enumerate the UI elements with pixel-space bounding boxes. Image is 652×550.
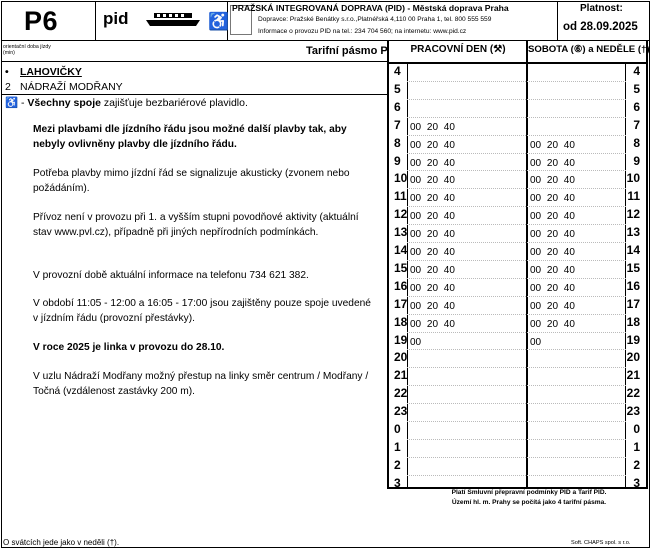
column-header-divider — [1, 61, 388, 62]
hour-label: 6 — [394, 99, 401, 114]
hour-label: 2 — [633, 457, 640, 472]
weekend-minutes: 00 20 40 — [530, 157, 575, 169]
row-divider — [407, 457, 626, 458]
accessibility-bold: Všechny spoje — [27, 97, 101, 109]
hour-label: 20 — [394, 350, 408, 365]
column-header-divider — [388, 62, 648, 64]
hour-label: 22 — [626, 386, 640, 401]
hour-label: 4 — [633, 64, 640, 78]
hour-label: 17 — [626, 296, 640, 311]
hour-label: 9 — [633, 153, 640, 168]
hour-label: 21 — [394, 368, 408, 383]
weekend-minutes: 00 20 40 — [530, 318, 575, 330]
operator-info: Dopravce: Pražské Benátky s.r.o.,Platnéřská 4,110 00 Praha 1, tel. 800 555 559 — [258, 16, 492, 23]
hour-label: 6 — [633, 99, 640, 114]
weekend-header: SOBOTA (⑥) a NEDĚLE (†) — [528, 44, 650, 55]
validity-date: od 28.09.2025 — [563, 21, 638, 33]
stop-bullet: 2 — [5, 81, 11, 93]
timetable-border-left — [387, 41, 389, 489]
row-divider — [407, 278, 626, 279]
weekday-minutes: 00 20 40 — [410, 282, 455, 294]
weekday-minutes: 00 20 40 — [410, 139, 455, 151]
stop-divider — [1, 94, 388, 95]
hour-label: 8 — [633, 135, 640, 150]
hour-label: 5 — [394, 81, 401, 96]
hour-label: 14 — [394, 243, 408, 257]
row-divider — [407, 188, 626, 189]
note-flood: Přívoz není v provozu při 1. a vyšším stupni povodňové aktivity (aktuální stav www.pvl.cz), případně při jiných nepřírodních podmínkách. — [33, 212, 359, 238]
hour-label: 18 — [394, 314, 408, 329]
hour-label: 2 — [394, 457, 401, 472]
wheelchair-icon: ♿ — [208, 12, 230, 31]
row-divider — [407, 403, 626, 404]
contact-info: Informace o provozu PID na tel.: 234 704 560; na internetu: www.pid.cz — [258, 28, 467, 35]
row-divider — [407, 367, 626, 368]
hour-label: 8 — [394, 135, 401, 150]
hour-label: 13 — [626, 225, 640, 240]
hour-label: 16 — [394, 278, 408, 293]
hour-label: 0 — [633, 422, 640, 436]
row-divider — [407, 296, 626, 297]
row-divider — [407, 475, 626, 476]
weekend-minutes: 00 20 40 — [530, 211, 575, 223]
hour-label: 23 — [394, 404, 408, 419]
row-divider — [407, 421, 626, 422]
hour-label: 12 — [626, 207, 640, 222]
hour-label: 22 — [394, 386, 408, 401]
weekday-minutes: 00 20 40 — [410, 300, 455, 312]
row-divider — [407, 260, 626, 261]
weekday-header: PRACOVNÍ DEN (⚒) — [410, 44, 506, 55]
weekday-minutes: 00 20 40 — [410, 264, 455, 276]
note-phone: V provozní době aktuální informace na telefonu 734 621 382. — [33, 270, 309, 281]
hour-label: 11 — [627, 189, 640, 204]
stop-name: NÁDRAŽÍ MODŘANY — [20, 81, 123, 93]
hour-label: 21 — [626, 368, 640, 383]
hour-label: 15 — [394, 260, 408, 275]
weekday-minutes: 00 20 40 — [410, 175, 455, 187]
hour-label: 11 — [394, 189, 407, 204]
row-divider — [407, 170, 626, 171]
header-separator — [95, 1, 96, 40]
accessibility-note — [5, 96, 248, 109]
weekend-minutes: 00 20 40 — [530, 229, 575, 241]
hour-label: 16 — [626, 278, 640, 293]
weekend-minutes: 00 20 40 — [530, 175, 575, 187]
row-divider — [407, 385, 626, 386]
hour-label: 3 — [633, 475, 640, 490]
note-transfer: V uzlu Nádraží Modřany možný přestup na linky směr centrum / Modřany / Točná (vzdálenost zastávky 200 m). — [33, 371, 369, 397]
weekend-minutes: 00 20 40 — [530, 282, 575, 294]
hour-label: 7 — [394, 117, 401, 132]
hour-label: 15 — [626, 260, 640, 275]
timetable-border-right — [646, 41, 648, 489]
hour-label: 10 — [394, 171, 408, 186]
header-divider — [1, 40, 650, 41]
hour-label: 18 — [626, 314, 640, 329]
weekday-minutes: 00 20 40 — [410, 193, 455, 205]
row-divider — [407, 153, 626, 154]
weekday-minutes: 00 20 40 — [410, 157, 455, 169]
weekend-minutes: 00 20 40 — [530, 300, 575, 312]
weekday-minutes: 00 20 40 — [410, 229, 455, 241]
hour-label: 3 — [394, 475, 401, 490]
note-breaks: V období 11:05 - 12:00 a 16:05 - 17:00 jsou zajištěny pouze spoje uvedené v jízdním řádu (provozní přestávky). — [33, 298, 371, 324]
stop-nadrazi-modrany — [5, 81, 123, 93]
note-extra-sailings: Mezi plavbami dle jízdního řádu jsou možné další plavby tak, aby nebyly ovlivněny plavby dle jízdního řádu. — [33, 124, 347, 150]
stop-name: LAHOVIČKY — [20, 66, 82, 78]
hour-label: 23 — [626, 404, 640, 419]
weekday-minutes: 00 — [410, 336, 422, 348]
weekday-minutes: 00 20 40 — [410, 121, 455, 133]
header-separator — [557, 1, 558, 40]
hour-label: 19 — [626, 332, 640, 347]
hour-column-divider — [407, 63, 408, 489]
zones-note: Území hl. m. Prahy se počítá jako 4 tarifní pásma. — [451, 499, 607, 506]
weekend-minutes: 00 20 40 — [530, 247, 575, 258]
row-divider — [407, 99, 626, 100]
hour-label: 1 — [633, 439, 640, 454]
line-code: P6 — [24, 6, 59, 36]
hour-label: 7 — [633, 117, 640, 132]
row-divider — [407, 349, 626, 350]
row-divider — [407, 242, 626, 243]
org-title: PRAŽSKÁ INTEGROVANÁ DOPRAVA (PID) - Městská doprava Praha — [232, 3, 509, 13]
accessibility-text: zajišťuje bezbariérové plavidlo. — [103, 97, 248, 109]
weekend-minutes: 00 — [530, 336, 542, 348]
hour-label: 12 — [394, 207, 408, 222]
hour-label: 13 — [394, 225, 408, 240]
note-season: V roce 2025 je linka v provozu do 28.10. — [33, 342, 225, 353]
weekend-minutes: 00 20 40 — [530, 264, 575, 276]
conditions-note: Platí Smluvní přepravní podmínky PID a Tarif PID. — [451, 489, 607, 496]
stop-lahovicky — [5, 66, 82, 78]
pid-logo: pid — [103, 9, 129, 28]
hour-label: 0 — [394, 422, 401, 436]
weekday-minutes: 00 20 40 — [410, 247, 455, 258]
hour-label: 4 — [394, 64, 401, 78]
stop-bullet: • — [5, 66, 9, 78]
hour-label: 17 — [394, 296, 408, 311]
row-divider — [407, 81, 626, 82]
orientation-note: orientační doba jízdy (min) — [3, 44, 51, 56]
row-divider — [407, 117, 626, 118]
row-divider — [407, 439, 626, 440]
hour-label: 5 — [633, 81, 640, 96]
hour-label: 20 — [626, 350, 640, 365]
row-divider — [407, 135, 626, 136]
wheelchair-icon: ♿ - — [5, 97, 25, 109]
row-divider — [407, 224, 626, 225]
holiday-note: O svátcích jede jako v neděli (†). — [3, 538, 120, 547]
note-signal: Potřeba plavby mimo jízdní řád se signalizuje akusticky (zvonem nebo požádáním). — [33, 168, 350, 194]
weekend-minutes: 00 20 40 — [530, 193, 575, 205]
row-divider — [407, 206, 626, 207]
tariff-zone: Tarifní pásmo P — [306, 45, 388, 57]
row-divider — [407, 332, 626, 333]
row-divider — [407, 314, 626, 315]
hour-label: 19 — [394, 332, 408, 347]
hour-label: 9 — [394, 153, 401, 168]
hour-label: 10 — [626, 171, 640, 186]
weekday-minutes: 00 20 40 — [410, 211, 455, 223]
software-credit: Soft. CHAPS spol. s r.o. — [571, 540, 631, 546]
weekend-minutes: 00 20 40 — [530, 139, 575, 151]
validity-label: Platnost: — [580, 3, 623, 14]
hour-label: 1 — [394, 439, 401, 454]
weekday-minutes: 00 20 40 — [410, 318, 455, 330]
hour-label: 14 — [626, 243, 640, 257]
ferry-icon — [144, 12, 202, 28]
